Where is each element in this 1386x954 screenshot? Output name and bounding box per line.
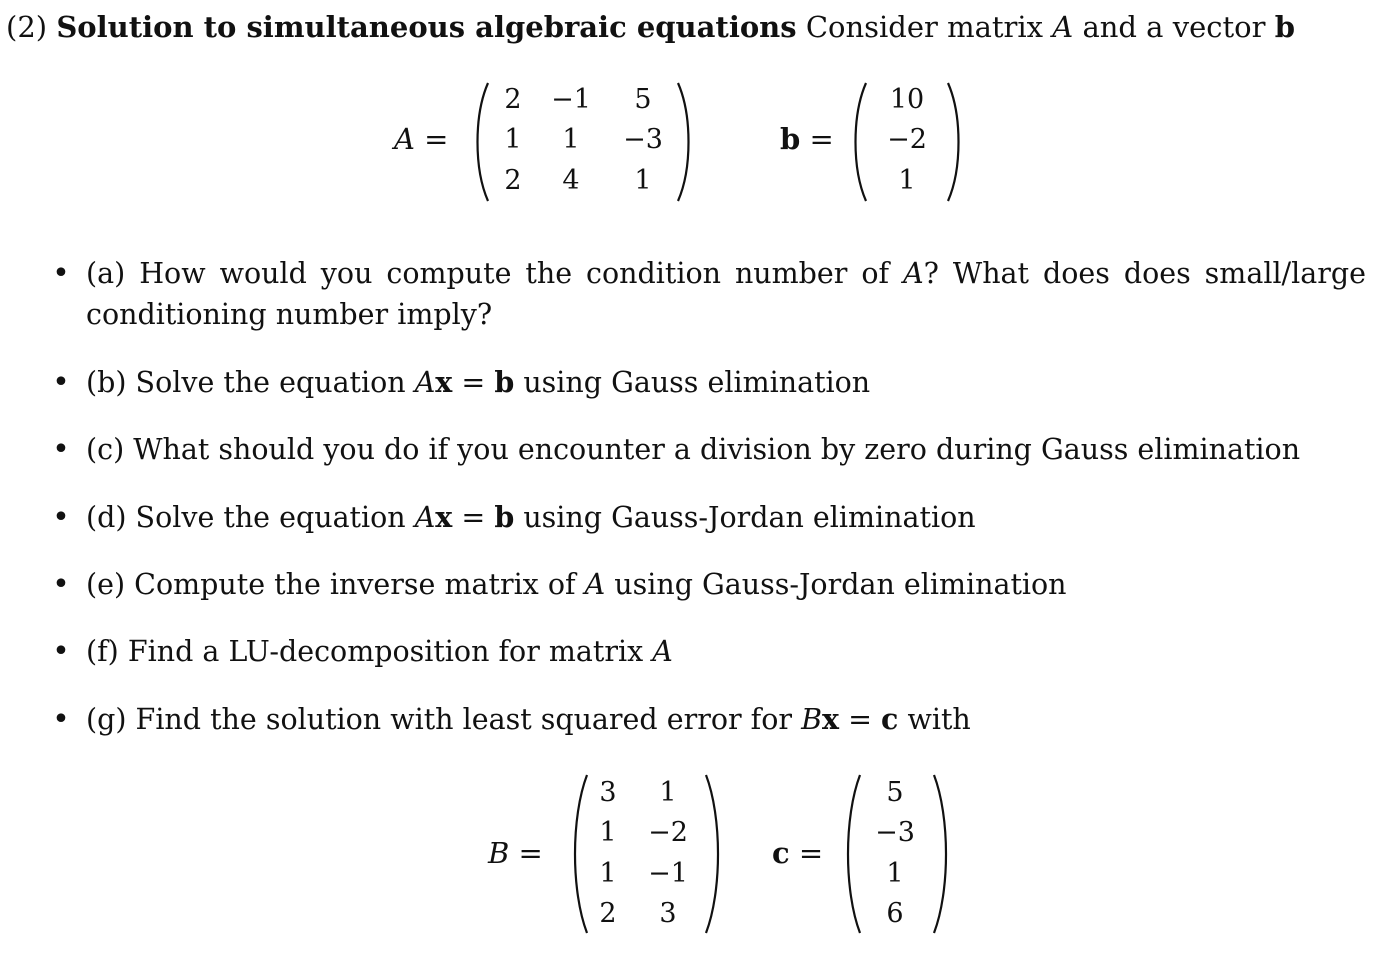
question-c-text: (c) What should you do if you encounter a division by zero during Gauss elimination (86, 433, 1301, 466)
matrix-b-right-paren (702, 772, 728, 936)
question-d (86, 497, 976, 538)
question-b-var-b: b (494, 365, 515, 399)
vector-b-left-paren (846, 80, 870, 204)
question-d-var-a: A (414, 501, 436, 534)
matrix-b-equals: = (518, 836, 543, 870)
vector-b-equals: = (809, 122, 834, 156)
matrix-a-right-paren (674, 80, 698, 204)
vector-b-symbol: b (780, 122, 801, 156)
vector-c-cell: 5 (886, 777, 904, 808)
matrix-a-cell: 2 (504, 165, 522, 196)
question-d-suffix: using Gauss-Jordan elimination (523, 501, 976, 534)
problem-intro-text: Consider matrix (805, 10, 1044, 44)
vector-c-symbol: c (772, 836, 790, 870)
question-g (86, 699, 971, 740)
question-f-text: (f) Find a LU-decomposition for matrix (86, 635, 644, 668)
question-a-var: A (903, 257, 924, 290)
vector-c-cell: 1 (886, 858, 904, 889)
question-e-text: (e) Compute the inverse matrix of (86, 568, 576, 601)
matrix-b-cell: 1 (599, 858, 617, 889)
matrix-b-cell: 2 (599, 898, 617, 929)
question-e-suffix: using Gauss-Jordan elimination (614, 568, 1067, 601)
vector-c-cell: −3 (875, 817, 915, 848)
matrix-b-cell: 1 (659, 777, 677, 808)
question-d-var-b: b (494, 500, 515, 534)
matrix-a-cell: 5 (634, 84, 652, 115)
question-b-suffix: using Gauss elimination (523, 366, 871, 399)
question-b-text: (b) Solve the equation (86, 366, 406, 399)
question-e (86, 564, 1067, 605)
bullet-marker: • (52, 256, 70, 291)
question-g-var-b: B (801, 703, 823, 736)
matrix-a-equals: = (424, 122, 449, 156)
matrix-b-cell: −1 (648, 858, 688, 889)
matrix-b-cell: 1 (599, 817, 617, 848)
vector-c-cell: 6 (886, 898, 904, 929)
question-f (86, 631, 673, 672)
vector-c-right-paren (930, 772, 956, 936)
problem-intro-matrix-var: A (1052, 10, 1074, 44)
question-a-suffix: ? What does does small/large conditioning number imply? (86, 257, 1366, 331)
question-g-eq: = (848, 703, 872, 736)
question-b-var-a: A (414, 366, 436, 399)
question-g-suffix: with (907, 703, 971, 736)
question-g-var-x: x (822, 702, 840, 736)
matrix-a-cell: 4 (562, 165, 580, 196)
vector-b-right-paren (944, 80, 968, 204)
question-b (86, 362, 870, 403)
bullet-marker: • (52, 567, 70, 602)
bullet-marker: • (52, 702, 70, 737)
matrix-a-cell: 1 (562, 124, 580, 155)
matrix-b-symbol: B (488, 836, 510, 870)
question-g-var-c: c (881, 702, 899, 736)
question-d-eq: = (461, 501, 486, 534)
question-g-text: (g) Find the solution with least squared error for (86, 703, 793, 736)
vector-c-left-paren (838, 772, 864, 936)
vector-b-cell: 10 (889, 84, 925, 115)
vector-b-label (780, 121, 834, 157)
question-d-var-x: x (435, 500, 453, 534)
matrix-a-cell: −1 (551, 84, 591, 115)
bullet-marker: • (52, 500, 70, 535)
matrix-b-cell: −2 (648, 817, 688, 848)
matrix-a-label (394, 121, 448, 157)
matrix-a-cell: −3 (623, 124, 663, 155)
question-e-var: A (584, 568, 606, 601)
question-d-text: (d) Solve the equation (86, 501, 406, 534)
bullet-marker: • (52, 634, 70, 669)
problem-heading (6, 8, 1295, 46)
question-b-eq: = (461, 366, 486, 399)
question-a-text: (a) How would you compute the condition number of (86, 257, 890, 290)
question-b-var-x: x (435, 365, 453, 399)
matrix-b-cell: 3 (599, 777, 617, 808)
matrix-a-cell: 1 (504, 124, 522, 155)
bullet-marker: • (52, 365, 70, 400)
problem-intro-vector-var: b (1274, 10, 1295, 44)
matrix-a-cell: 1 (634, 165, 652, 196)
vector-b-cell: −2 (887, 124, 927, 155)
matrix-a-cell: 2 (504, 84, 522, 115)
question-c (86, 429, 1300, 470)
bullet-marker: • (52, 432, 70, 467)
question-f-var: A (652, 635, 673, 668)
matrix-b-cell: 3 (659, 898, 677, 929)
vector-b-cell: 1 (898, 165, 916, 196)
question-a (86, 253, 1366, 335)
problem-number: (2) (6, 10, 48, 44)
matrix-b-label (488, 835, 543, 871)
vector-c-equals: = (798, 836, 824, 870)
matrix-a-symbol: A (394, 122, 415, 156)
vector-c-label (772, 835, 823, 871)
problem-title: Solution to simultaneous algebraic equations (56, 10, 797, 44)
problem-intro-and: and a vector (1082, 10, 1266, 44)
